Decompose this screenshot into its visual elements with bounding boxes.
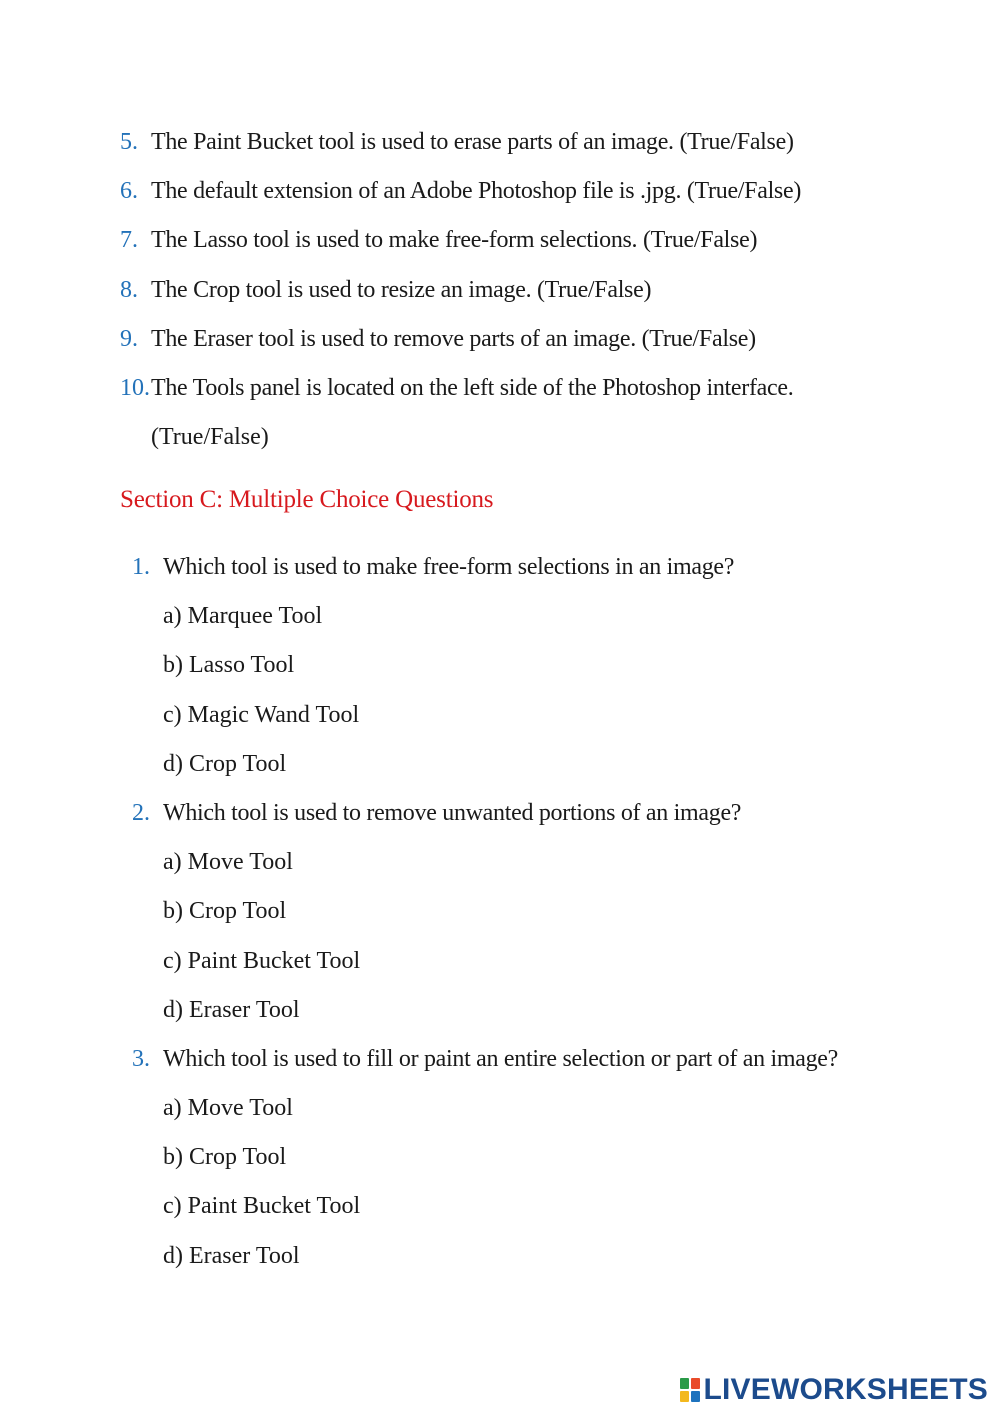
tf-number: 6. (120, 178, 138, 205)
tf-number: 8. (120, 276, 138, 303)
mcq-option: c) Paint Bucket Tool (163, 1193, 361, 1220)
mcq-number: 3. (132, 1045, 150, 1072)
tf-item-6 (120, 167, 980, 216)
tf-statement: The Paint Bucket tool is used to erase parts of an image. (True/False) (151, 129, 794, 155)
tf-statement: The Lasso tool is used to make free-form selections. (True/False) (151, 227, 758, 254)
mcq-option: c) Paint Bucket Tool (163, 947, 361, 974)
tf-number: 7. (120, 227, 138, 254)
mcq-list (132, 543, 992, 1281)
mcq-number: 2. (132, 799, 150, 826)
mcq-option: d) Crop Tool (163, 750, 287, 777)
mcq-question-1 (132, 543, 992, 789)
mcq-option: b) Crop Tool (163, 898, 287, 925)
tf-statement: The Crop tool is used to resize an image. (True/False) (151, 276, 652, 303)
mcq-option: a) Marquee Tool (163, 603, 323, 630)
mcq-option: a) Move Tool (163, 1095, 293, 1122)
mcq-option: b) Crop Tool (163, 1144, 287, 1171)
tf-number: 9. (120, 325, 138, 352)
mcq-number: 1. (132, 554, 150, 580)
mcq-question-text: Which tool is used to fill or paint an entire selection or part of an image? (163, 1045, 838, 1072)
brand-wordmark: LIVEWORKSHEETS (703, 1373, 988, 1406)
true-false-list (120, 118, 980, 462)
mcq-question-text: Which tool is used to remove unwanted portions of an image? (163, 799, 742, 826)
tf-item-10 (120, 364, 980, 462)
tf-item-5 (120, 118, 980, 167)
mcq-option: b) Lasso Tool (163, 652, 295, 679)
mcq-option: d) Eraser Tool (163, 996, 300, 1023)
mcq-option: c) Magic Wand Tool (163, 701, 360, 728)
liveworksheets-brand (680, 1370, 989, 1410)
mcq-question-row (132, 1035, 992, 1084)
mcq-question-text: Which tool is used to make free-form selections in an image? (163, 554, 735, 580)
mcq-question-row (132, 543, 992, 592)
tf-item-9 (120, 315, 980, 364)
tf-number: 10. (120, 374, 150, 401)
tf-statement: The default extension of an Adobe Photoshop file is .jpg. (True/False) (151, 178, 802, 205)
tf-item-8 (120, 266, 980, 315)
mcq-option: a) Move Tool (163, 849, 293, 876)
section-c-title: Section C: Multiple Choice Questions (120, 486, 494, 513)
tf-statement-continuation: (True/False) (151, 424, 269, 451)
mcq-question-2 (132, 789, 992, 1035)
liveworksheets-logo-icon (680, 1378, 700, 1402)
mcq-option: d) Eraser Tool (163, 1242, 300, 1269)
mcq-question-row (132, 789, 992, 838)
tf-statement: The Eraser tool is used to remove parts of an image. (True/False) (151, 325, 756, 352)
tf-item-7 (120, 216, 980, 265)
mcq-question-3 (132, 1035, 992, 1281)
tf-number: 5. (120, 129, 138, 155)
tf-statement: The Tools panel is located on the left side of the Photoshop interface. (151, 374, 794, 401)
